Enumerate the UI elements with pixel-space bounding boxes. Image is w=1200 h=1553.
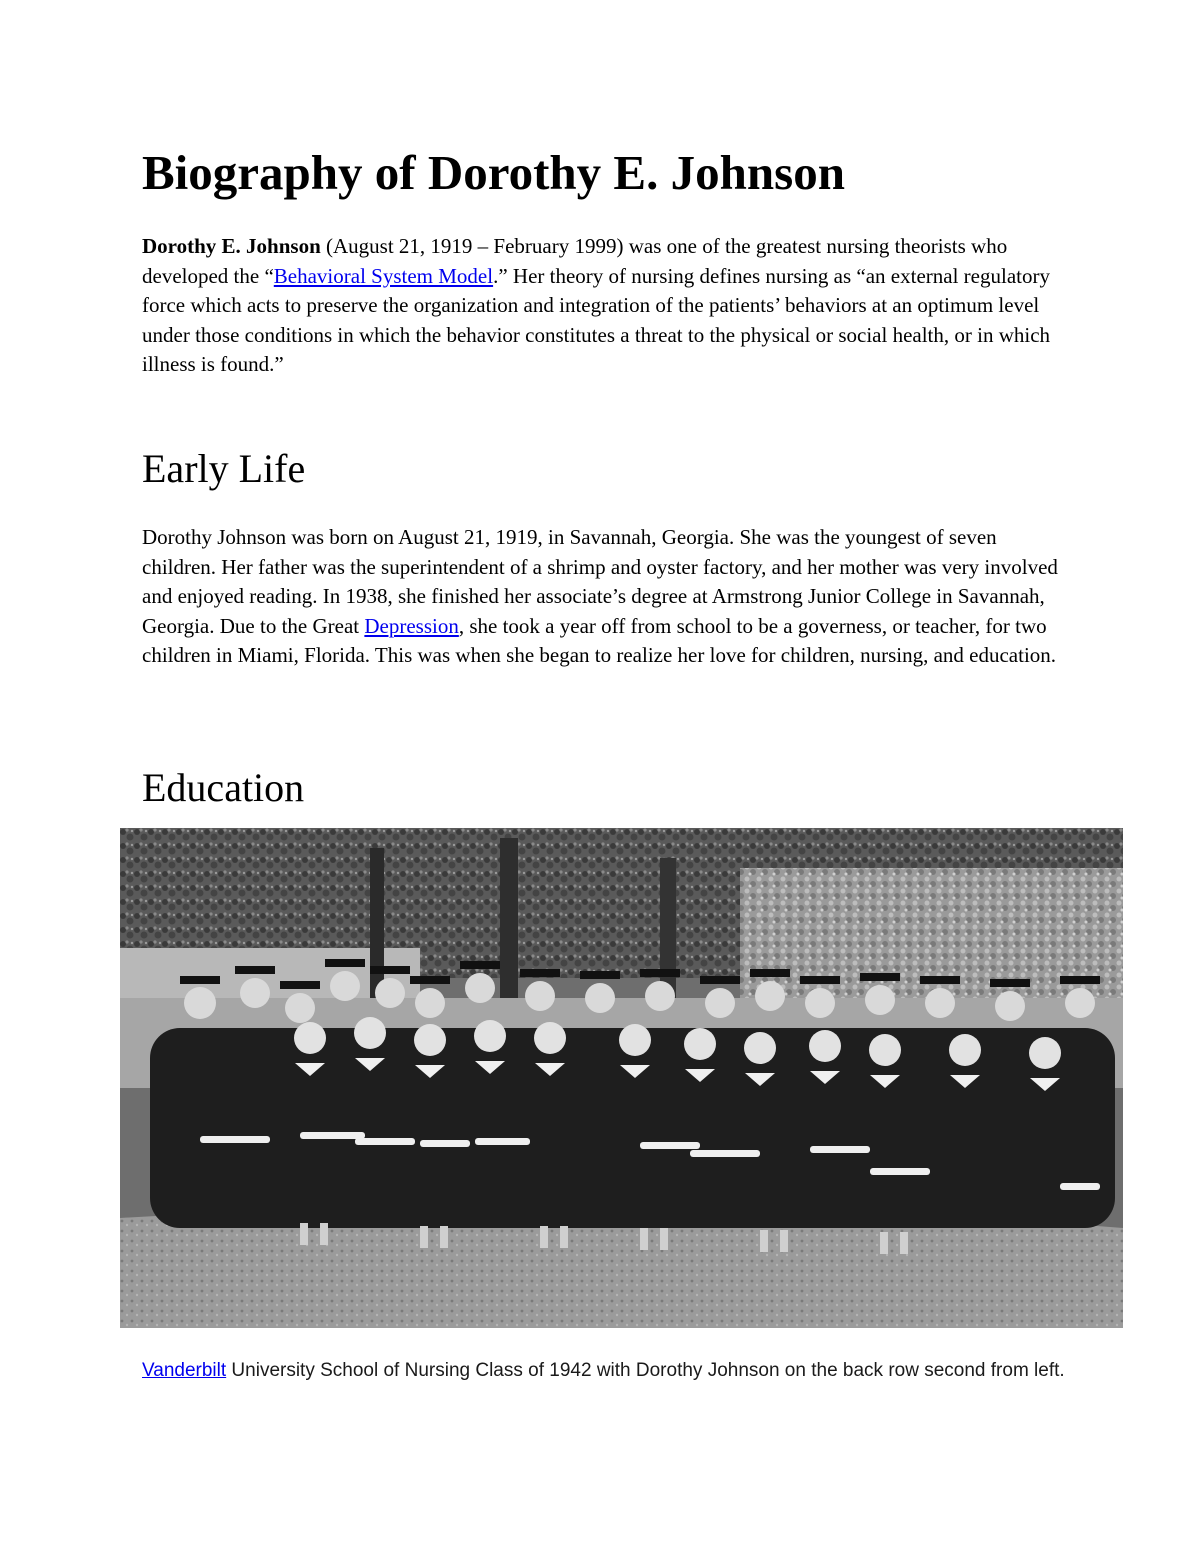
caption-text: University School of Nursing Class of 1942 with Dorothy Johnson on the back row second from left.: [226, 1360, 1065, 1381]
intro-name: Dorothy E. Johnson: [142, 234, 321, 258]
page-title: Biography of Dorothy E. Johnson: [142, 145, 845, 200]
tree-trunk: [500, 838, 518, 1008]
depression-link[interactable]: Depression: [364, 613, 459, 638]
early-life-heading: Early Life: [142, 446, 306, 491]
intro-paragraph: [142, 232, 1072, 380]
early-life-text-after-link: , she took a year off from school to be a governess, or teacher, for two children in Miami, Florida. This was when she began to realize her love for children, nursing, and education.: [142, 613, 1057, 667]
education-heading: Education: [142, 765, 305, 810]
early-life-text-before-link: Dorothy Johnson was born on August 21, 1919, in Savannah, Georgia. She was the youngest of seven children. Her father was the superintendent of a shrimp and oyster factory, and her mother was very involved and enjoyed reading. In 1938, she finished her associate’s degree at Armstrong Junior College in Savannah, Georgia. Due to the Great: [142, 525, 1058, 638]
photo-caption: [142, 1357, 1072, 1384]
vanderbilt-link[interactable]: Vanderbilt: [142, 1360, 227, 1381]
behavioral-system-model-link[interactable]: Behavioral System Model: [273, 263, 494, 288]
class-photo: [120, 828, 1123, 1328]
early-life-paragraph: [142, 523, 1072, 671]
intro-text-before-link: (August 21, 1919 – February 1999) was one of the greatest nursing theorists who developed the “: [142, 234, 1008, 288]
intro-text-after-link: .” Her theory of nursing defines nursing as “an external regulatory force which acts to preserve the organization and integration of the patients’ behaviors at an optimum level under those conditions in which the behavior constitutes a threat to the physical or social health, or in which illness is found.”: [142, 263, 1051, 376]
